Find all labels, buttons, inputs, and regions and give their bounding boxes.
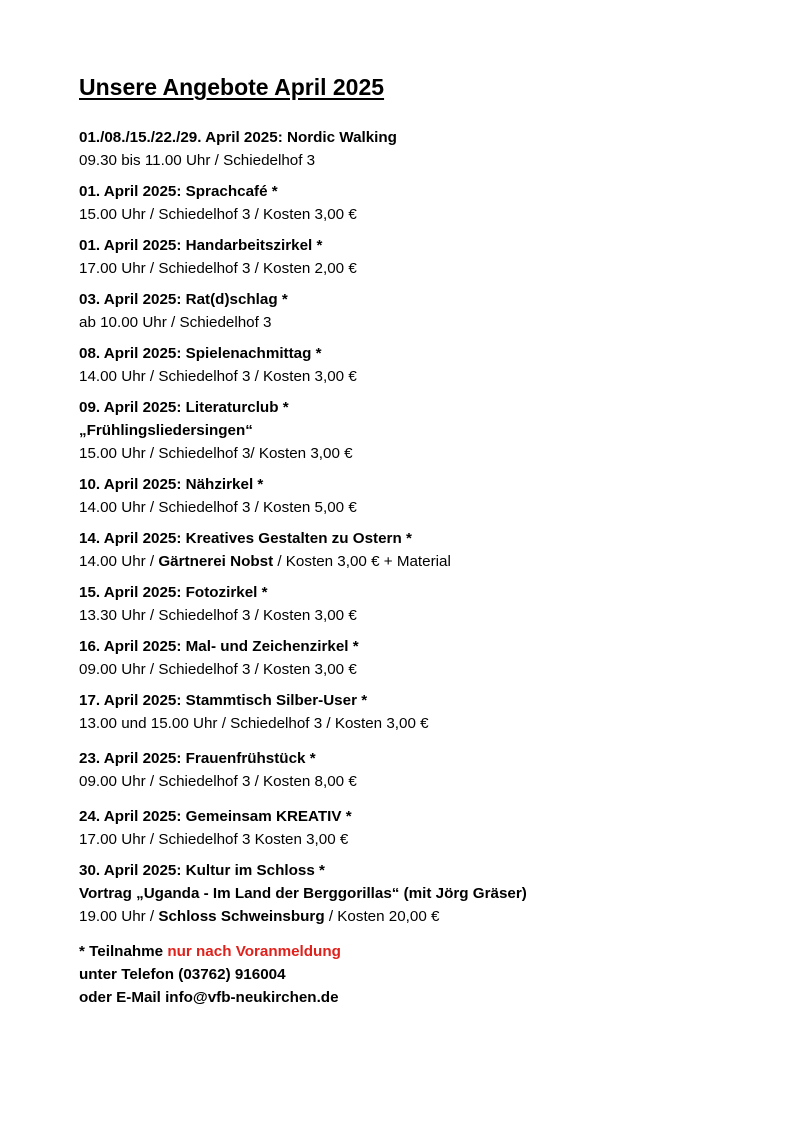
event-entry: [79, 805, 779, 851]
event-entry: [79, 527, 779, 573]
event-heading: 08. April 2025: Spielenachmittag *: [79, 345, 322, 362]
event-entry: [79, 859, 779, 928]
event-details: 15.00 Uhr / Schiedelhof 3 / Kosten 3,00 €: [79, 206, 357, 223]
event-heading: 30. April 2025: Kultur im Schloss *: [79, 862, 325, 879]
event-entry: [79, 473, 779, 519]
event-details: 13.00 und 15.00 Uhr / Schiedelhof 3 / Kosten 3,00 €: [79, 715, 429, 732]
registration-highlight: nur nach Voranmeldung: [167, 943, 341, 960]
event-heading: 10. April 2025: Nähzirkel *: [79, 476, 264, 493]
event-heading: 01./08./15./22./29. April 2025: Nordic Walking: [79, 129, 397, 146]
event-time: 19.00 Uhr /: [79, 908, 159, 925]
event-heading: 01. April 2025: Handarbeitszirkel *: [79, 237, 323, 254]
registration-prefix: * Teilnahme: [79, 943, 168, 960]
event-time: 14.00 Uhr /: [79, 553, 159, 570]
event-entry: [79, 747, 779, 793]
event-entry: [79, 126, 779, 172]
event-heading: 24. April 2025: Gemeinsam KREATIV *: [79, 808, 352, 825]
event-details: 09.30 bis 11.00 Uhr / Schiedelhof 3: [79, 152, 316, 169]
event-details: 17.00 Uhr / Schiedelhof 3 Kosten 3,00 €: [79, 831, 349, 848]
event-heading: 16. April 2025: Mal- und Zeichenzirkel *: [79, 638, 359, 655]
event-venue: Schloss Schweinsburg: [158, 908, 325, 925]
event-entry: [79, 396, 779, 465]
contact-email: oder E-Mail info@vfb-neukirchen.de: [79, 989, 339, 1006]
document-page: [79, 70, 779, 1009]
event-details: 09.00 Uhr / Schiedelhof 3 / Kosten 8,00 €: [79, 773, 357, 790]
event-details: 14.00 Uhr / Schiedelhof 3 / Kosten 3,00 €: [79, 368, 357, 385]
page-title: Unsere Angebote April 2025: [79, 74, 385, 100]
event-details: 17.00 Uhr / Schiedelhof 3 / Kosten 2,00 €: [79, 260, 357, 277]
event-heading: 17. April 2025: Stammtisch Silber-User *: [79, 692, 368, 709]
event-details: 13.30 Uhr / Schiedelhof 3 / Kosten 3,00 €: [79, 607, 357, 624]
event-heading: 09. April 2025: Literaturclub *: [79, 399, 289, 416]
event-cost: / Kosten 3,00 € + Material: [273, 553, 451, 570]
event-subheading: Vortrag „Uganda - Im Land der Berggorillas“ (mit Jörg Gräser): [79, 885, 527, 902]
event-heading: 03. April 2025: Rat(d)schlag *: [79, 291, 288, 308]
event-details: [79, 550, 779, 573]
event-entry: [79, 342, 779, 388]
event-entry: [79, 288, 779, 334]
event-entry: [79, 581, 779, 627]
contact-phone: unter Telefon (03762) 916004: [79, 966, 286, 983]
event-entry: [79, 635, 779, 681]
event-heading: 14. April 2025: Kreatives Gestalten zu Ostern *: [79, 530, 412, 547]
event-heading: 01. April 2025: Sprachcafé *: [79, 183, 278, 200]
event-details: ab 10.00 Uhr / Schiedelhof 3: [79, 314, 272, 331]
event-entry: [79, 180, 779, 226]
event-subheading: „Frühlingsliedersingen“: [79, 422, 253, 439]
event-details: 09.00 Uhr / Schiedelhof 3 / Kosten 3,00 €: [79, 661, 357, 678]
event-heading: 23. April 2025: Frauenfrühstück *: [79, 750, 316, 767]
event-heading: 15. April 2025: Fotozirkel *: [79, 584, 268, 601]
event-entry: [79, 234, 779, 280]
event-details: [79, 905, 779, 928]
event-details: 14.00 Uhr / Schiedelhof 3 / Kosten 5,00 €: [79, 499, 357, 516]
event-venue: Gärtnerei Nobst: [158, 553, 274, 570]
registration-line: [79, 940, 779, 963]
event-entry: [79, 689, 779, 735]
event-cost: / Kosten 20,00 €: [324, 908, 440, 925]
registration-note: [79, 940, 779, 1009]
event-details: 15.00 Uhr / Schiedelhof 3/ Kosten 3,00 €: [79, 445, 353, 462]
